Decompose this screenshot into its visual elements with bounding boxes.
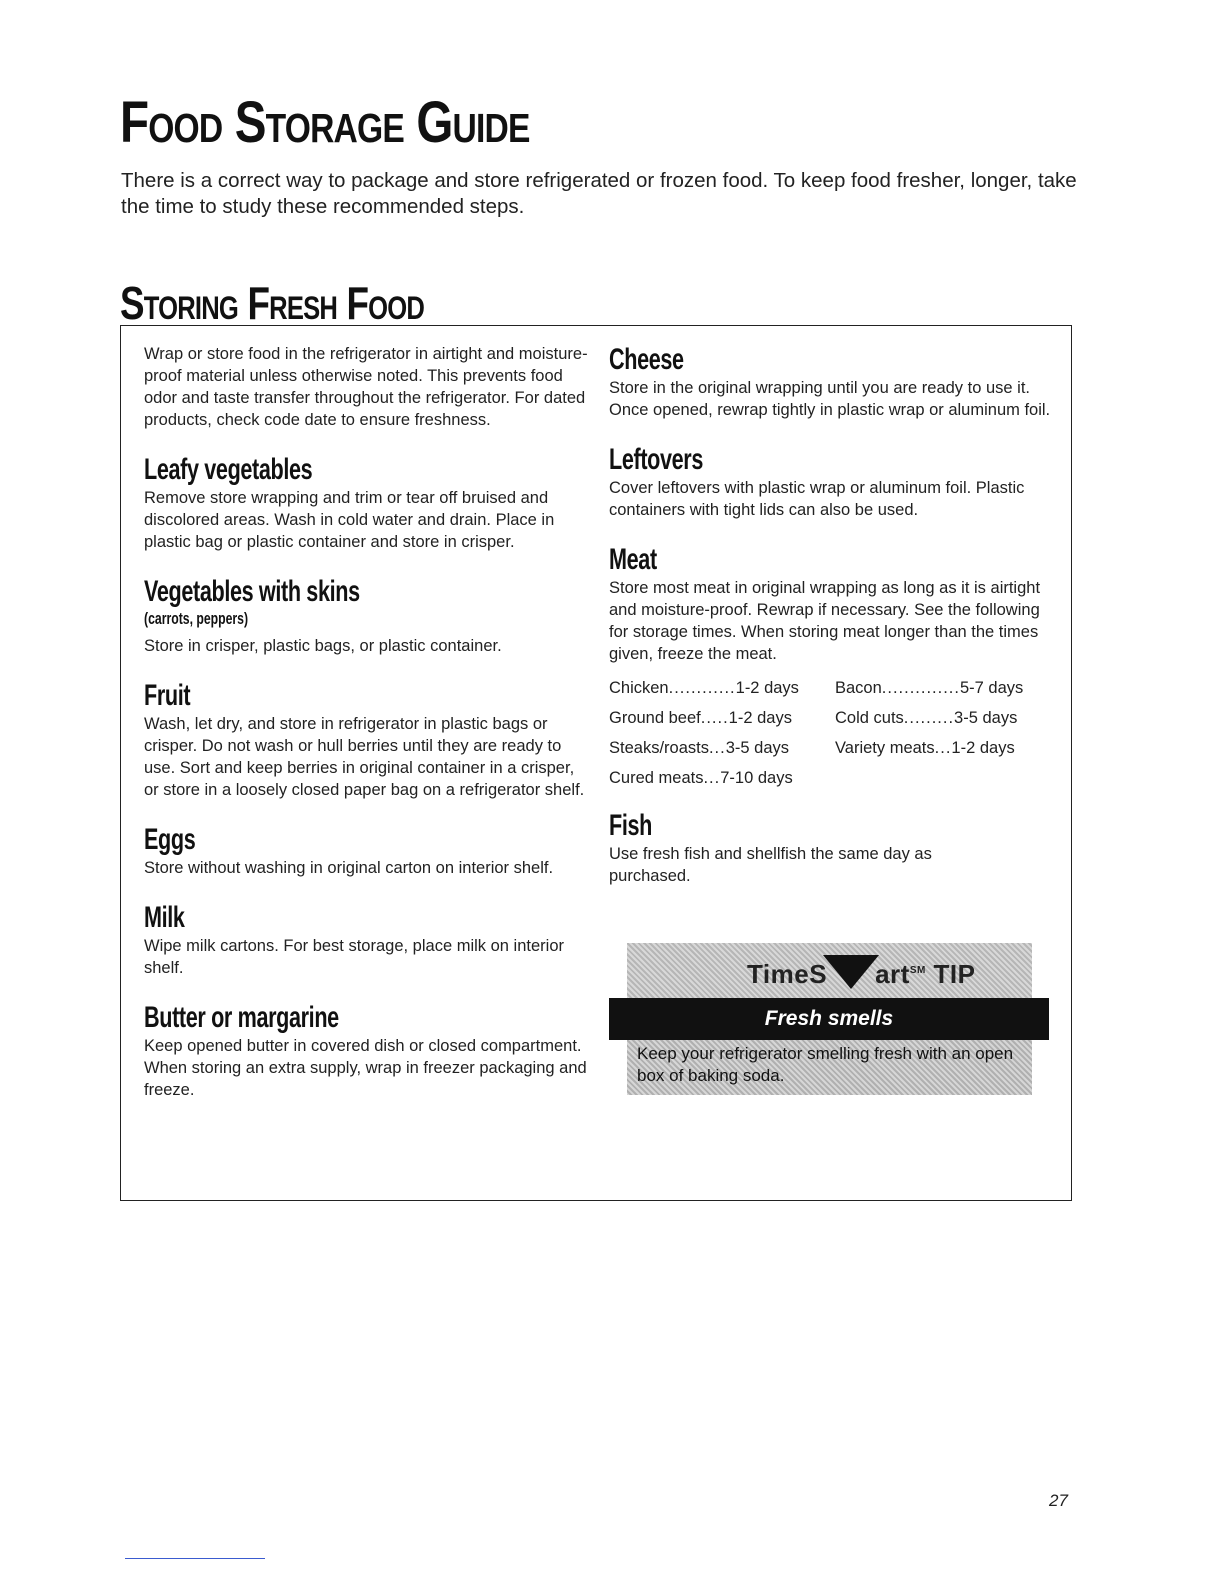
footer-rule (125, 1558, 265, 1559)
section-title: Storing Fresh Food (120, 277, 425, 329)
meat-leader-dots: ............ (668, 678, 736, 697)
fish-text: Use fresh fish and shellfish the same day as purchased. (609, 845, 932, 885)
leafy-vegetables-heading: Leafy vegetables (144, 453, 313, 486)
cheese-heading: Cheese (609, 343, 684, 376)
meat-leader-dots: ......... (903, 708, 955, 727)
meat-item: Variety meats (835, 738, 935, 757)
left-column (144, 343, 592, 1101)
cheese-text: Store in the original wrapping until you are ready to use it. Once opened, rewrap tightly in plastic wrap or aluminum foil. (609, 379, 1051, 419)
eggs-text: Store without washing in original carton on interior shelf. (144, 859, 554, 877)
meat-leader-dots: ..... (700, 708, 729, 727)
leftovers-heading: Leftovers (609, 443, 703, 476)
meat-leader-dots: .............. (881, 678, 960, 697)
service-mark: SM (909, 965, 926, 976)
tip-header-band (627, 943, 1032, 998)
right-column (609, 343, 1061, 887)
page-title: Food Storage Guide (120, 90, 530, 155)
fish-heading: Fish (609, 809, 652, 842)
meat-item: Bacon (835, 678, 882, 697)
eggs-heading: Eggs (144, 823, 196, 856)
vegetables-with-skins-subheading: (carrots, peppers) (144, 609, 249, 628)
timesmart-tip-box (609, 943, 1049, 1098)
meat-table-cell (609, 709, 835, 728)
milk-heading: Milk (144, 901, 185, 934)
meat-time: 3-5 days (954, 708, 1018, 727)
meat-time: 1-2 days (951, 738, 1015, 757)
meat-table-cell (835, 679, 1061, 698)
logo-tip-label: TIP (933, 959, 976, 989)
meat-table-row (609, 733, 1061, 763)
meat-time: 1-2 days (735, 678, 799, 697)
page-number: 27 (1049, 1491, 1068, 1510)
meat-item: Chicken (609, 678, 669, 697)
leftovers-text: Cover leftovers with plastic wrap or aluminum foil. Plastic containers with tight lids can also be used. (609, 479, 1025, 519)
leafy-vegetables-text: Remove store wrapping and trim or tear off bruised and discolored areas. Wash in cold water and drain. Place in plastic bag or plastic container and store in crisper. (144, 489, 555, 551)
vegetables-with-skins-heading: Vegetables with skins (144, 575, 360, 608)
milk-text: Wipe milk cartons. For best storage, place milk on interior shelf. (144, 937, 564, 977)
butter-text: Keep opened butter in covered dish or closed compartment. When storing an extra supply, wrap in freezer packaging and freeze. (144, 1037, 587, 1099)
meat-leader-dots: ... (703, 768, 721, 787)
arrow-down-icon (823, 955, 879, 989)
butter-heading: Butter or margarine (144, 1001, 339, 1034)
fruit-heading: Fruit (144, 679, 191, 712)
meat-text: Store most meat in original wrapping as long as it is airtight and moisture-proof. Rewrap if necessary. See the following for storage times. When storing meat longer than the times given, freeze the meat. (609, 579, 1041, 663)
fruit-text: Wash, let dry, and store in refrigerator in plastic bags or crisper. Do not wash or hull berries until they are ready to use. Sort and keep berries in original container in a crisper, or store in a loosely closed paper bag on a refrigerator shelf. (144, 715, 585, 799)
tip-title-bar: Fresh smells (609, 998, 1049, 1040)
meat-table-cell (609, 739, 835, 758)
meat-item: Ground beef (609, 708, 701, 727)
meat-item: Steaks/roasts (609, 738, 709, 757)
meat-time: 5-7 days (959, 678, 1024, 697)
intro-text: There is a correct way to package and store refrigerated or frozen food. To keep food fresher, longer, take the time to study these recommended steps. (121, 169, 1077, 218)
timesmart-logo (747, 955, 976, 990)
meat-item: Cured meats (609, 768, 704, 787)
meat-table-row (609, 763, 1061, 793)
meat-leader-dots: ... (708, 738, 726, 757)
meat-table-cell (609, 769, 835, 788)
meat-table-row (609, 703, 1061, 733)
logo-text-left: TimeS (747, 959, 828, 989)
meat-item: Cold cuts (835, 708, 904, 727)
meat-heading: Meat (609, 543, 657, 576)
meat-time: 7-10 days (720, 768, 793, 787)
meat-storage-table (609, 673, 1061, 793)
meat-leader-dots: ... (934, 738, 952, 757)
meat-table-cell (835, 739, 1061, 758)
logo-text-right: art (875, 959, 910, 989)
meat-table-row (609, 673, 1061, 703)
meat-time: 3-5 days (725, 738, 790, 757)
tip-text: Keep your refrigerator smelling fresh with an open box of baking soda. (627, 1040, 1032, 1095)
storage-intro-text: Wrap or store food in the refrigerator in airtight and moisture-proof material unless otherwise noted. This prevents food odor and taste transfer throughout the refrigerator. For dated products, check code date to ensure freshness. (144, 345, 588, 429)
meat-table-cell (835, 709, 1061, 728)
meat-table-cell (609, 679, 835, 698)
vegetables-with-skins-text: Store in crisper, plastic bags, or plastic container. (144, 637, 502, 655)
meat-time: 1-2 days (728, 708, 792, 727)
